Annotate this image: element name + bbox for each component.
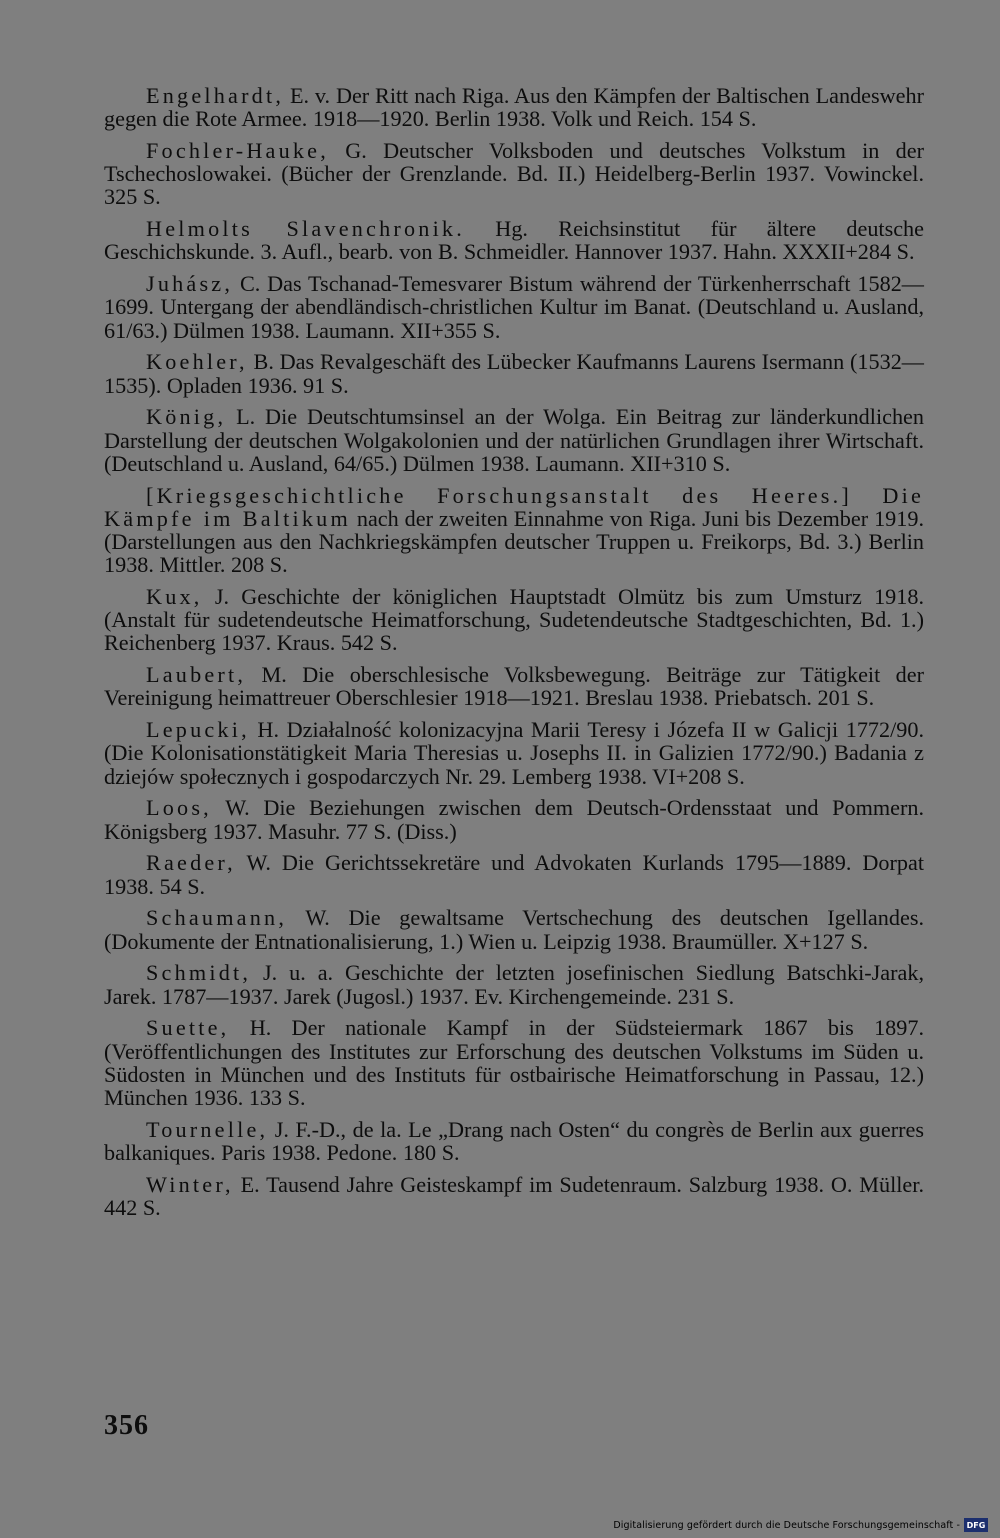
bibliography-entry xyxy=(104,718,924,788)
entry-details: nach der zweiten Einnahme von Riga. Juni bis Dezember 1919. (Darstellungen aus den Nachkriegskämpfen deutscher Truppen u. Freikorps, Bd. 3.) Berlin 1938. Mittler. 208 S. xyxy=(104,505,924,578)
entry-author: Fochler-Hauke, xyxy=(146,138,329,163)
entry-author: Loos, xyxy=(146,795,212,821)
bibliography-entry xyxy=(104,405,924,475)
bibliography-entry xyxy=(104,663,924,709)
bibliography-entry xyxy=(104,272,924,342)
entry-details: H. Działalność kolonizacyjna Marii Teresy i Józefa II w Galicji 1772/90. (Die Kolonisationstätigkeit Maria Theresias u. Josephs II. in Galizien 1772/90.) Badania z dziejów społecznych i gospodarczych Nr. 29. Lemberg 1938. VI+208 S. xyxy=(104,717,924,789)
bibliography-entry xyxy=(104,217,924,263)
page-number: 356 xyxy=(104,1410,149,1441)
bibliography-entry xyxy=(104,1118,924,1164)
entry-author: Schmidt, xyxy=(146,960,252,986)
entry-details: E. Tausend Jahre Geisteskampf im Sudetenraum. Salzburg 1938. O. Müller. 442 S. xyxy=(104,1171,924,1221)
footer-credit xyxy=(613,1518,988,1532)
entry-details: W. Die Beziehungen zwischen dem Deutsch-Ordensstaat und Pommern. Königsberg 1937. Masuhr. 77 S. (Diss.) xyxy=(104,795,924,844)
bibliography-entry xyxy=(104,851,924,897)
entry-author: [Kriegsgeschichtliche Forschungsanstalt des Heeres.] Die Kämpfe im Baltikum xyxy=(104,482,924,531)
entry-details: L. Die Deutschtumsinsel an der Wolga. Ein Beitrag zur länderkundlichen Darstellung der deutschen Wolgakolonien und der natürlichen Grundlagen ihrer Wirtschaft. (Deutschland u. Ausland, 64/65.) Dülmen 1938. Laumann. XII+310 S. xyxy=(104,404,924,476)
entry-author: Tournelle, xyxy=(146,1116,269,1142)
entry-author: Kux, xyxy=(146,584,203,610)
entry-details: J. u. a. Geschichte der letzten josefinischen Siedlung Batschki-Jarak, Jarek. 1787—1937. Jarek (Jugosl.) 1937. Ev. Kirchengemeinde. 231 S. xyxy=(104,960,924,1009)
entry-details: E. v. Der Ritt nach Riga. Aus den Kämpfen der Baltischen Landeswehr gegen die Rote Armee. 1918—1920. Berlin 1938. Volk und Reich. 154 S. xyxy=(104,83,924,132)
entry-details: G. Deutscher Volksboden und deutsches Volkstum in der Tschechoslowakei. (Bücher der Grenzlande. Bd. II.) Heidelberg-Berlin 1937. Vowinckel. 325 S. xyxy=(104,138,924,210)
entry-details: W. Die Gerichtssekretäre und Advokaten Kurlands 1795—1889. Dorpat 1938. 54 S. xyxy=(104,850,924,899)
entry-details: J. Geschichte der königlichen Hauptstadt Olmütz bis zum Umsturz 1918. (Anstalt für sudetendeutsche Heimatforschung, Sudetendeutsche Stadtgeschichten, Bd. 1.) Reichenberg 1937. Kraus. 542 S. xyxy=(104,584,924,656)
footer-text: Digitalisierung gefördert durch die Deutsche Forschungsgemeinschaft - xyxy=(613,1519,960,1531)
entry-details: Hg. Reichsinstitut für ältere deutsche Geschichskunde. 3. Aufl., bearb. von B. Schmeidler. Hannover 1937. Hahn. XXXII+284 S. xyxy=(104,216,924,265)
entry-author: Helmolts Slavenchronik. xyxy=(146,216,465,242)
bibliography-entry xyxy=(104,1173,924,1219)
bibliography-entry xyxy=(104,350,924,396)
bibliography-entry xyxy=(104,961,924,1007)
entry-author: Suette, xyxy=(146,1015,230,1041)
entry-details: C. Das Tschanad-Temesvarer Bistum während der Türkenherrschaft 1582—1699. Untergang der abendländisch-christlichen Kultur im Banat. (Deutschland u. Ausland, 61/63.) Dülmen 1938. Laumann. XII+355 S. xyxy=(104,271,924,343)
bibliography-entry xyxy=(104,585,924,655)
entry-details: B. Das Revalgeschäft des Lübecker Kaufmanns Laurens Isermann (1532—1535). Opladen 1936. 91 S. xyxy=(104,349,924,398)
entry-details: H. Der nationale Kampf in der Südsteiermark 1867 bis 1897. (Veröffentlichungen des Institutes zur Erforschung des deutschen Volkstums im Süden u. Südosten in München und des Instituts für ostbairische Heimatforschung in Passau, 12.) München 1936. 133 S. xyxy=(104,1015,924,1111)
entry-details: W. Die gewaltsame Vertschechung des deutschen Igellandes. (Dokumente der Entnationalisierung, 1.) Wien u. Leipzig 1938. Braumüller. X+127 S. xyxy=(104,905,924,954)
entry-details: M. Die oberschlesische Volksbewegung. Beiträge zur Tätigkeit der Vereinigung heimattreuer Oberschlesier 1918—1921. Breslau 1938. Priebatsch. 201 S. xyxy=(104,662,924,711)
entry-author: Winter, xyxy=(146,1171,234,1197)
entry-author: Koehler, xyxy=(146,349,248,375)
entry-author: Engelhardt, xyxy=(146,83,285,108)
entry-details: J. F.-D., de la. Le „Drang nach Osten“ du congrès de Berlin aux guerres balkaniques. Paris 1938. Pedone. 180 S. xyxy=(104,1116,924,1166)
bibliography-entry xyxy=(104,1016,924,1109)
entry-author: Raeder, xyxy=(146,850,236,876)
entry-author: Schaumann, xyxy=(146,905,288,931)
bibliography-entry xyxy=(104,906,924,952)
bibliography-entry xyxy=(104,484,924,577)
bibliography-list xyxy=(104,84,924,1228)
dfg-logo: DFG xyxy=(964,1518,988,1532)
bibliography-entry xyxy=(104,139,924,209)
bibliography-entry xyxy=(104,84,924,130)
entry-author: Juhász, xyxy=(146,271,234,297)
entry-author: Laubert, xyxy=(146,662,247,688)
entry-author: König, xyxy=(146,404,227,430)
entry-author: Lepucki, xyxy=(146,717,250,743)
bibliography-entry xyxy=(104,796,924,842)
